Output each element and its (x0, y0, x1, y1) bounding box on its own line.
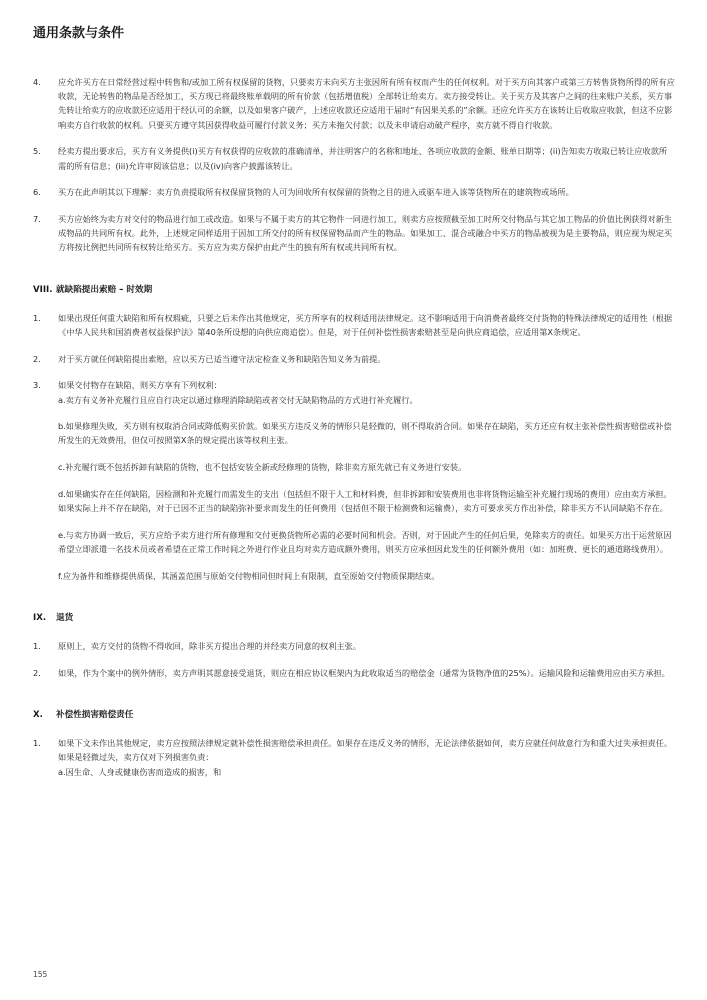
item-number: 1. (33, 738, 41, 749)
list-item (33, 212, 675, 255)
list-item (33, 311, 675, 339)
section-roman-numeral: X. (33, 709, 43, 720)
sub-item-a: a.因生命、人身或健康伤害而造成的损害，和 (58, 766, 222, 777)
item-text: 对于买方就任何缺陷提出索赔，应以买方已适当遵守法定检查义务和缺陷告知义务为前提。 (58, 353, 386, 364)
item-intro: 如果交付物存在缺陷，则买方享有下列权利： (58, 380, 222, 391)
item-text: 买方在此声明其以下理解：卖方负责提取所有权保留货物的人可为回收所有权保留的货物之目的进入或驱车进入该等货物所在的建筑物或场所。 (58, 187, 574, 198)
item-number: 2. (33, 667, 41, 678)
list-item (33, 185, 675, 199)
sub-item-c: c.补充履行既不包括拆卸有缺陷的货物，也不包括安装全新或经修理的货物，除非卖方原先就已有义务进行安装。 (58, 462, 467, 473)
item-number: 3. (33, 380, 41, 391)
item-number: 6. (33, 187, 41, 198)
page-number: 155 (33, 970, 48, 979)
item-text: 买方应始终为卖方对交付的物品进行加工或改造。如果与不属于卖方的其它物件一同进行加工，则卖方应按照截至加工时所交付物品与其它加工物品的价值比例获得对新生成物品的共同所有权。此外，上述规定同样适用于因加工所交付的所有权保留物品而产生的物品。如果加工、混合或融合中买方的物品被视为是主要物品，则应视为规定买方将按比例把共同所有权转让给买方。买方应为卖方保护由此产生的独有所有权或共同所有权。 (58, 213, 673, 253)
sub-item-f: f.应为备件和维修提供质保，其涵盖范围与原始交付物相同但时间上有限制，直至原始交付物质保期结束。 (58, 570, 440, 581)
section-title: 退货 (56, 612, 74, 623)
list-item (33, 639, 675, 653)
item-number: 1. (33, 641, 41, 652)
item-text: 应允许买方在日常经营过程中转售和/或加工所有权保留的货物，只要卖方未向买方主张因所有所有权而产生的任何权利。对于买方向其客户或第三方转售货物所得的所有应收款，无论转售的物品是否经加工，买方现已将最终账单载明的所有价款（包括增值税）全部转让给卖方。卖方接受转让。关于买方及其客户之间的往来账户关系，买方事先转让给卖方的应收款还应适用于经认可的余额，以及如果客户破产，上述应收款还应适用于届时“有因果关系的”余额。还应允许买方在该转让后收取应收款，但这不应影响卖方自行收款的权利。只要买方遵守其因获得收益可履行付款义务；买方未拖欠付款；以及未申请启动破产程序，卖方就不得自行收款。 (58, 77, 675, 130)
sub-item-e: e.与卖方协调一致后，买方应给予卖方进行所有修理和交付更换货物所必需的必要时间和机会。否则，对于因此产生的任何后果，免除卖方的责任。如果买方出于运营原因希望立即派遣一名技术员或者希望在正常工作时间之外进行作业且均对卖方造成额外费用，则买方应承担因此发生的任何额外费用（如：加班费、更长的通道路线费用）。 (58, 529, 672, 554)
item-number: 5. (33, 146, 41, 157)
section-heading-ix (33, 611, 675, 625)
list-item (33, 378, 675, 583)
item-text: 如果，作为个案中的例外情形，卖方声明其愿意接受退货，则应在相应协议框架内为此收取适当的赔偿金（通常为货物净值的25%）。运输风险和运输费用应由买方承担。 (58, 667, 670, 678)
list-item (33, 736, 675, 779)
list-item (33, 144, 675, 172)
page-title: 通用条款与条件 (33, 26, 125, 41)
item-number: 1. (33, 312, 41, 323)
item-text: 原则上，卖方交付的货物不得收回，除非买方提出合理的并经卖方同意的权利主张。 (58, 641, 361, 652)
document-body (33, 75, 675, 791)
item-number: 4. (33, 77, 41, 87)
section-roman-numeral: IX. (33, 612, 47, 623)
item-number: 7. (33, 213, 41, 224)
sub-item-d: d.如果确实存在任何缺陷，因检测和补充履行而需发生的支出（包括但不限于人工和材料费，但非拆卸和安装费用也非将货物运输至补充履行现场的费用）应由卖方承担。如果实际上并不存在缺陷，对于已因不正当的缺陷弥补要求而发生的任何费用（包括但不限于检测费和运输费），卖方可要求买方作出补偿，除非买方不认同缺陷不存在。 (58, 488, 672, 514)
section-heading-x (33, 708, 675, 722)
section-title: 就缺陷提出索赔 – 时效期 (56, 284, 153, 295)
list-item (33, 666, 675, 680)
section-roman-numeral: VIII. (33, 284, 53, 295)
section-heading-viii (33, 283, 675, 297)
list-item (33, 75, 675, 132)
list-item (33, 352, 675, 366)
sub-item-a: a.卖方有义务补充履行且应自行决定以通过修理消除缺陷或者交付无缺陷物品的方式进行补充履行。 (58, 394, 418, 405)
item-text: 经卖方提出要求后，买方有义务提供(i)买方有权获得的应收款的准确清单，并注明客户的名称和地址、各项应收款的金额、账单日期等；(ii)告知卖方收取已转让应收款所需的所有信息；(iii)允许审阅该信息；以及(iv)向客户披露该转让。 (58, 146, 668, 171)
item-number: 2. (33, 353, 41, 364)
item-intro: 如果下文未作出其他规定，卖方应按照法律规定就补偿性损害赔偿承担责任。如果存在违反义务的情形，无论法律依据如何，卖方应就任何故意行为和重大过失承担责任。如果是轻微过失，卖方仅对下列损害负责： (58, 738, 673, 763)
item-text: 如果出现任何重大缺陷和所有权瑕疵，只要之后未作出其他规定，买方所享有的权利适用法律规定。这不影响适用于向消费者最终交付货物的特殊法律规定的适用性（根据《中华人民共和国消费者权益保护法》第40条所设想的向供应商追偿）。但是，对于任何补偿性损害索赔甚至是向供应商追偿，应适用第X条规定。 (58, 312, 673, 337)
sub-item-b: b.如果修理失败，买方则有权取消合同或降低购买价款。如果买方违反义务的情形只是轻微的，则不得取消合同。如果存在缺陷，买方还应有权主张补偿性损害赔偿或补偿所发生的无效费用，但仅可按照第X条的规定提出该等权利主张。 (58, 421, 672, 446)
section-title: 补偿性损害赔偿责任 (56, 709, 134, 720)
